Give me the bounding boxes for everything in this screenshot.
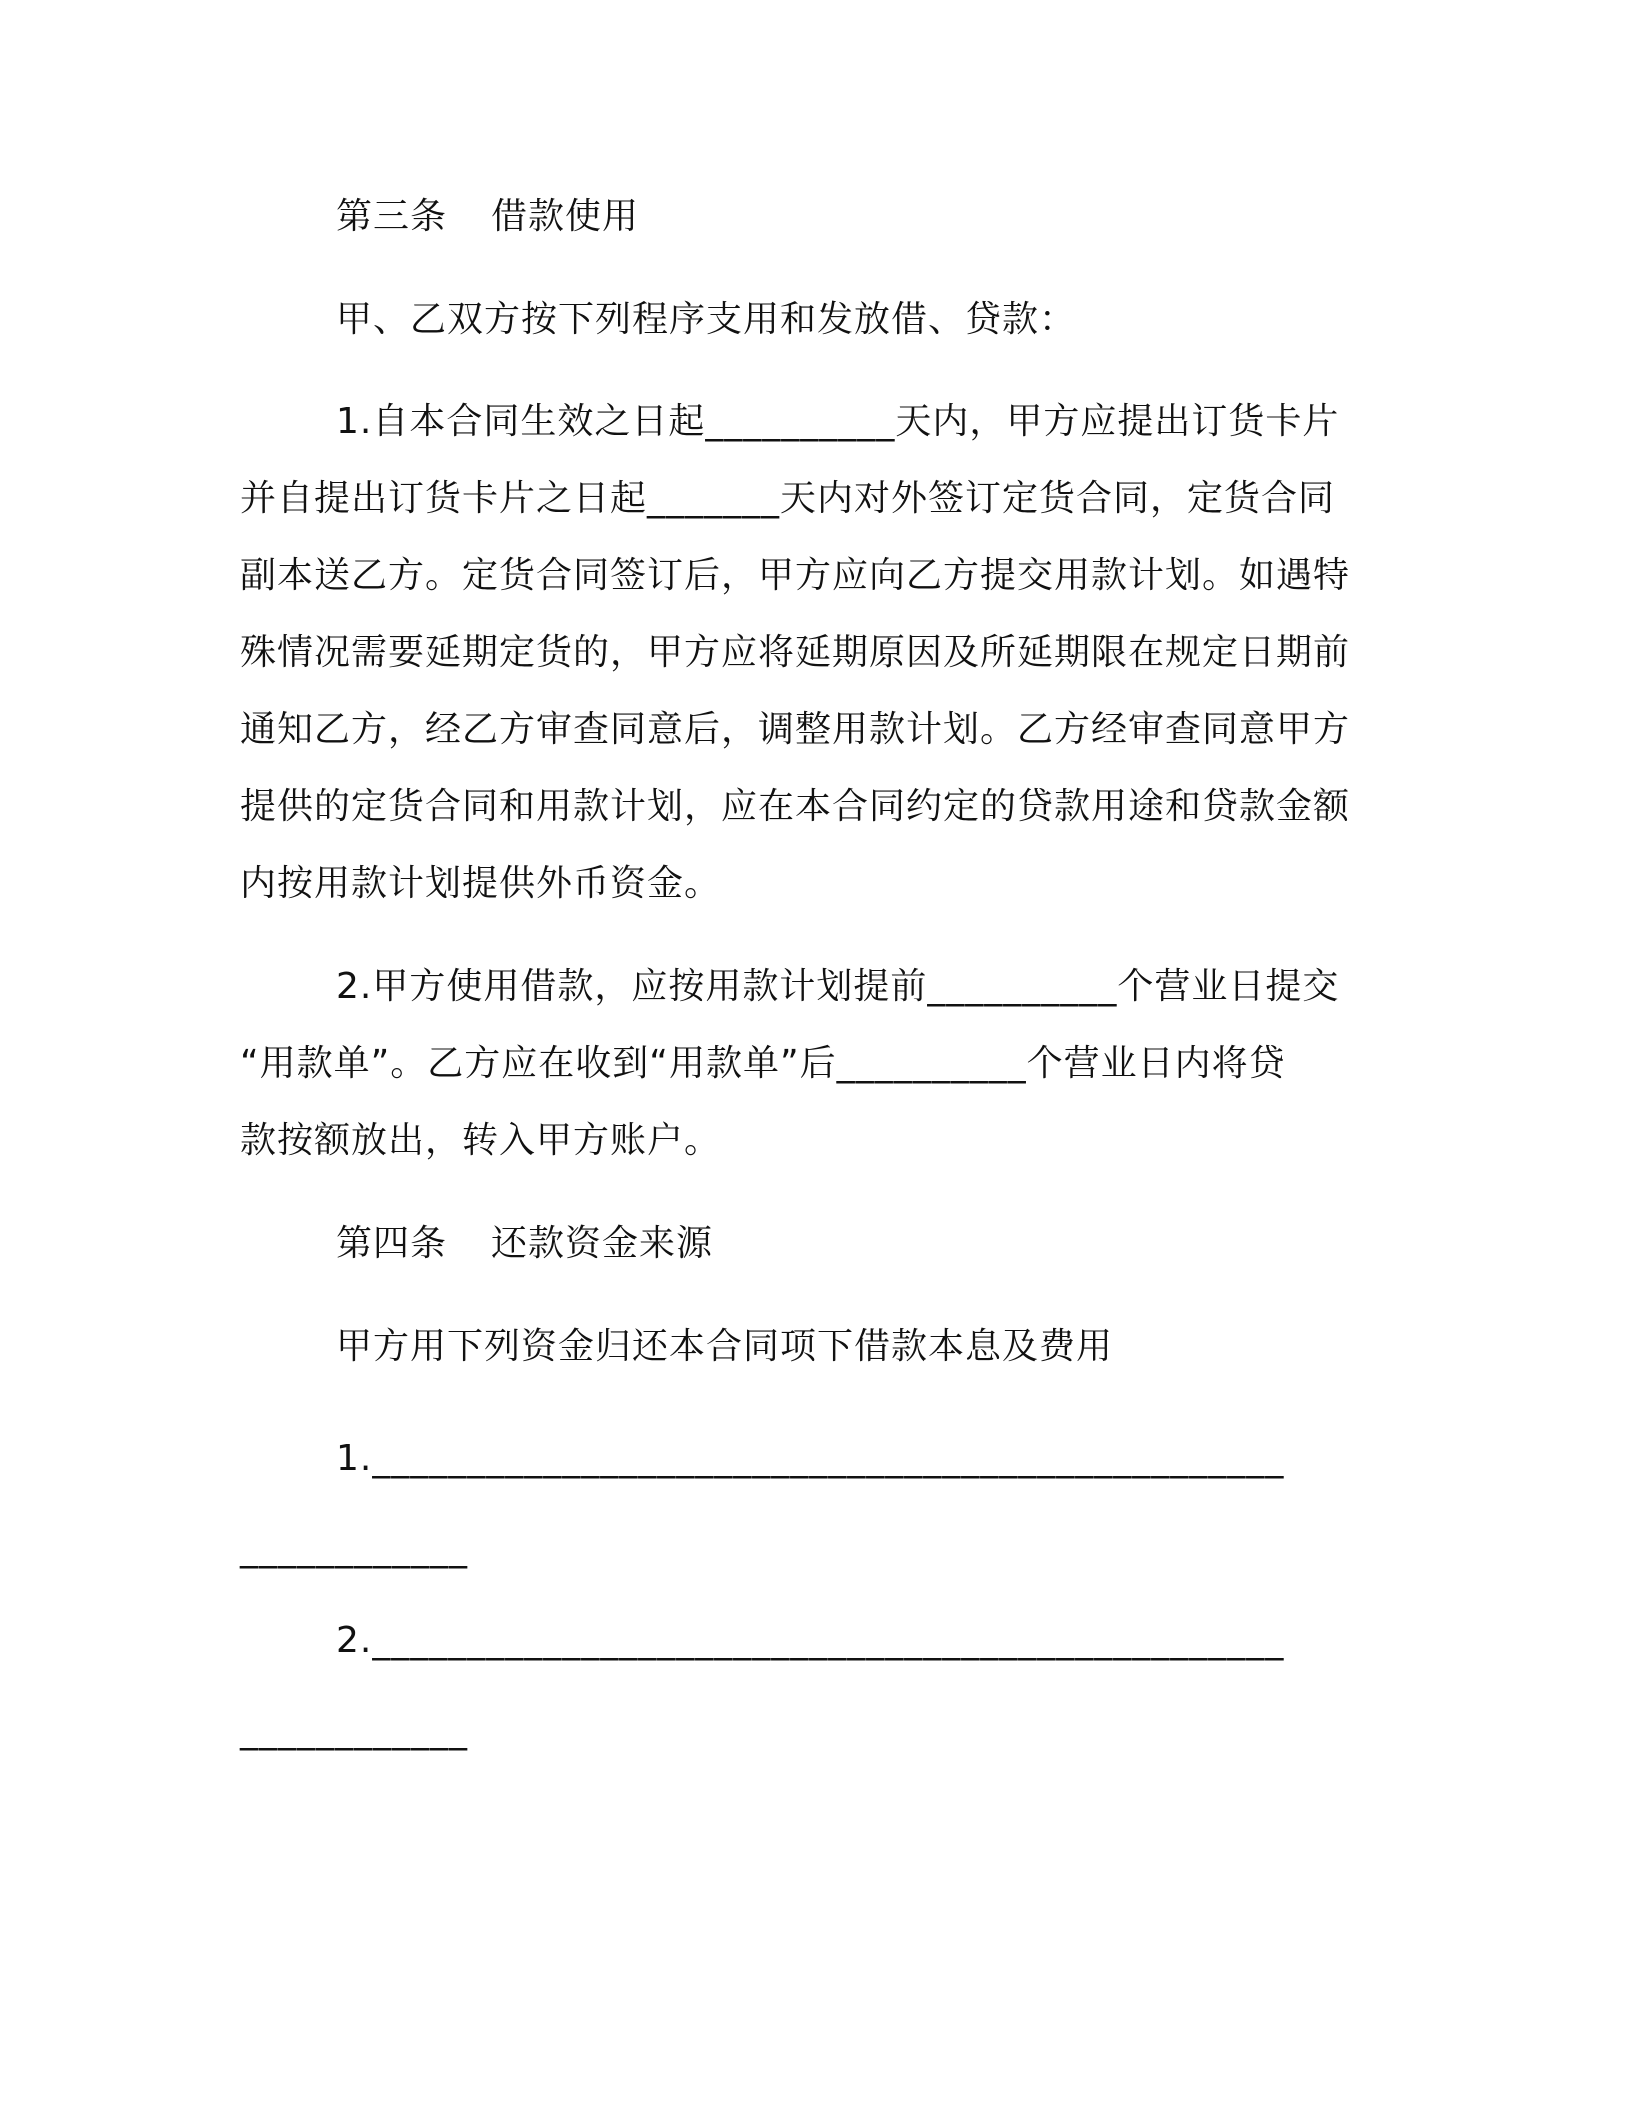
article-3-item-1-line: 殊情况需要延期定货的，甲方应将延期原因及所延期限在规定日期前: [240, 632, 1351, 673]
article-4-item-1-blank-continuation: ____________: [240, 1528, 468, 1569]
article-4-number: 第四条: [336, 1223, 448, 1264]
article-4-item-2-blank: 2.________________________________________________: [336, 1620, 1285, 1661]
article-3-heading: [336, 178, 639, 255]
article-3-title: 借款使用: [491, 196, 640, 237]
article-3-item-1-line: 并自提出订货卡片之日起_______天内对外签订定货合同，定货合同: [240, 478, 1336, 519]
article-3-intro: 甲、乙双方按下列程序支用和发放借、贷款：: [336, 299, 1077, 340]
article-4-item-1-blank: 1.________________________________________________: [336, 1438, 1285, 1479]
article-3-item-1-line: 1.自本合同生效之日起__________天内，甲方应提出订货卡片: [336, 401, 1340, 442]
article-3-item-1-line: 内按用款计划提供外币资金。: [240, 863, 722, 904]
article-3-item-2-line: “用款单”。乙方应在收到“用款单”后__________个营业日内将贷: [240, 1043, 1286, 1084]
article-3-item-2-line: 款按额放出，转入甲方账户。: [240, 1120, 722, 1161]
article-4-heading: [336, 1205, 713, 1282]
article-4-item-2-blank-continuation: ____________: [240, 1710, 468, 1751]
article-3-item-2-line: 2.甲方使用借款，应按用款计划提前__________个营业日提交: [336, 966, 1340, 1007]
article-3-number: 第三条: [336, 196, 448, 237]
article-4-intro: 甲方用下列资金归还本合同项下借款本息及费用: [336, 1326, 1114, 1367]
article-4-title: 还款资金来源: [491, 1223, 714, 1264]
article-3-item-1-line: 提供的定货合同和用款计划，应在本合同约定的贷款用途和贷款金额: [240, 786, 1351, 827]
article-3-item-1-line: 通知乙方，经乙方审查同意后，调整用款计划。乙方经审查同意甲方: [240, 709, 1351, 750]
article-3-item-1-line: 副本送乙方。定货合同签订后，甲方应向乙方提交用款计划。如遇特: [240, 555, 1351, 596]
